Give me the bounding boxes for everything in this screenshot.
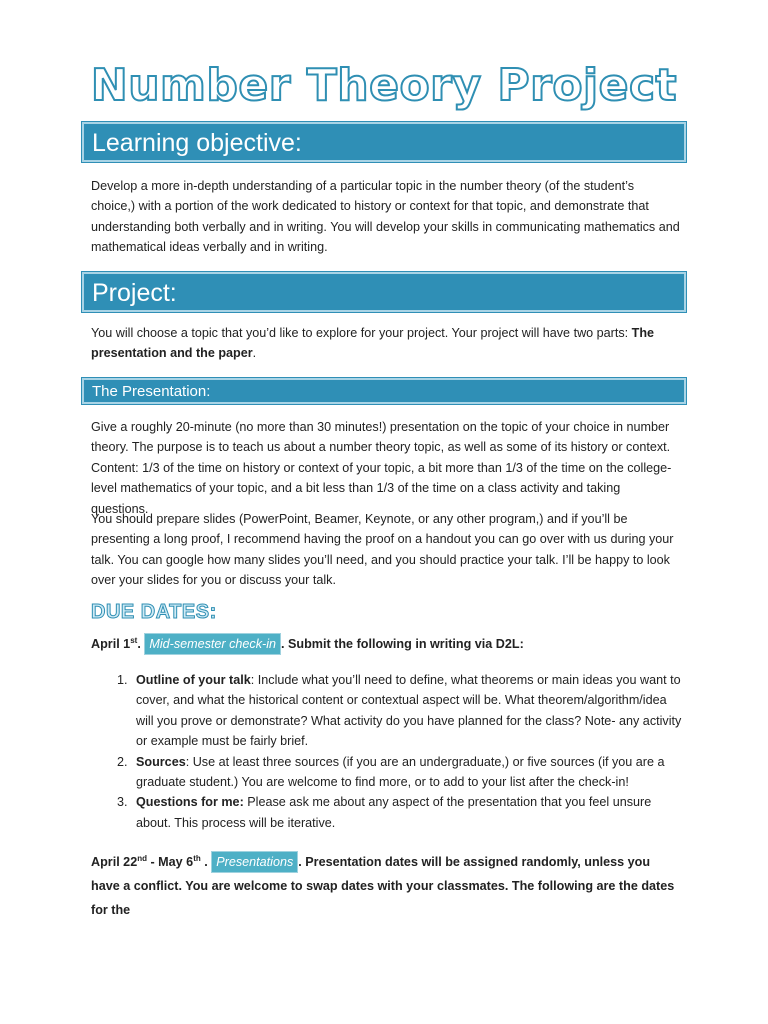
list-item bbox=[117, 670, 683, 752]
list-item bbox=[117, 752, 683, 793]
presentations-end-date: - May 6 bbox=[146, 855, 194, 869]
checkin-date: April 1 bbox=[91, 637, 131, 651]
page-title: Number Theory Project bbox=[90, 60, 678, 111]
list-item bbox=[117, 792, 683, 833]
checkin-badge: Mid-semester check-in bbox=[144, 633, 281, 655]
list-item-text: Please ask me about any aspect of the presentation that you feel unsure about. This process will be iterative. bbox=[136, 795, 652, 830]
presentations-start-date: April 22 bbox=[91, 855, 138, 869]
list-item-number: 2. bbox=[117, 754, 128, 769]
due-dates-heading: DUE DATES: bbox=[91, 601, 217, 623]
presentations-line bbox=[91, 850, 681, 922]
checkin-instruction: . Submit the following in writing via D2L: bbox=[281, 637, 524, 651]
list-item-text: : Include what you’ll need to define, what theorems or main ideas you want to cover, and what the historical content or contextual aspect will be. What theorem/algorithm/idea will you prove or demonstrate? What activity do you have planned for the class? Note- any activity or example must be fairly brief. bbox=[136, 673, 682, 749]
checkin-date-punct: . bbox=[137, 637, 141, 651]
project-body-end: . bbox=[252, 346, 257, 361]
list-item-label: Questions for me: bbox=[136, 795, 244, 810]
presentations-start-suffix: nd bbox=[137, 853, 147, 863]
project-body-emphasis: The presentation and the paper bbox=[91, 326, 655, 361]
list-item-number: 1. bbox=[117, 673, 128, 687]
learning-objective-heading: Learning objective: bbox=[82, 122, 686, 162]
presentation-paragraph-1: Give a roughly 20-minute (no more than 30 minutes!) presentation on the topic of your choice in number theory. The purpose is to teach us about a number theory topic, as well as some of its history or context. Content: 1/3 of the time on history or context of your topic, a bit more than 1/3 of the time on the college-level mathematics of your topic, and a bit less than 1/3 of the time on a class activity and taking questions. bbox=[91, 420, 672, 516]
presentations-end-suffix: th bbox=[193, 853, 201, 863]
project-body bbox=[91, 323, 681, 364]
presentations-text: . Presentation dates will be assigned randomly, unless you have a conflict. You are welcome to swap dates with your classmates. The following are the dates for the bbox=[91, 855, 675, 917]
checkin-line bbox=[91, 633, 681, 655]
list-item-number: 3. bbox=[117, 795, 128, 810]
presentations-badge: Presentations bbox=[211, 851, 298, 873]
checkin-date-suffix: st bbox=[130, 635, 138, 645]
list-item-label: Sources bbox=[136, 754, 186, 769]
checkin-requirements-list bbox=[117, 670, 683, 833]
project-heading: Project: bbox=[82, 272, 686, 312]
presentation-heading: The Presentation: bbox=[82, 378, 686, 404]
learning-objective-body: Develop a more in-depth understanding of a particular topic in the number theory (of the student’s choice,) with a portion of the work dedicated to history or context for that topic, and demonstrate that understanding both verbally and in writing. You will develop your skills in communicating mathematics and mathematical ideas verbally and in writing. bbox=[91, 179, 680, 255]
presentations-date-punct: . bbox=[200, 855, 208, 869]
list-item-label: Outline of your talk bbox=[136, 673, 251, 687]
presentation-paragraph-2: You should prepare slides (PowerPoint, Beamer, Keynote, or any other program,) and if you’ll be presenting a long proof, I recommend having the proof on a handout you can go over with us during your talk. You can google how many slides you’ll need, and you should practice your talk. I’ll be happy to look over your slides for you or discuss your talk. bbox=[91, 512, 674, 588]
list-item-text: : Use at least three sources (if you are an undergraduate,) or five sources (if you are a graduate student.) You are welcome to find more, or to add to your list after the check-in! bbox=[136, 754, 665, 790]
project-body-text: You will choose a topic that you’d like to explore for your project. Your project will have two parts: bbox=[91, 326, 632, 340]
